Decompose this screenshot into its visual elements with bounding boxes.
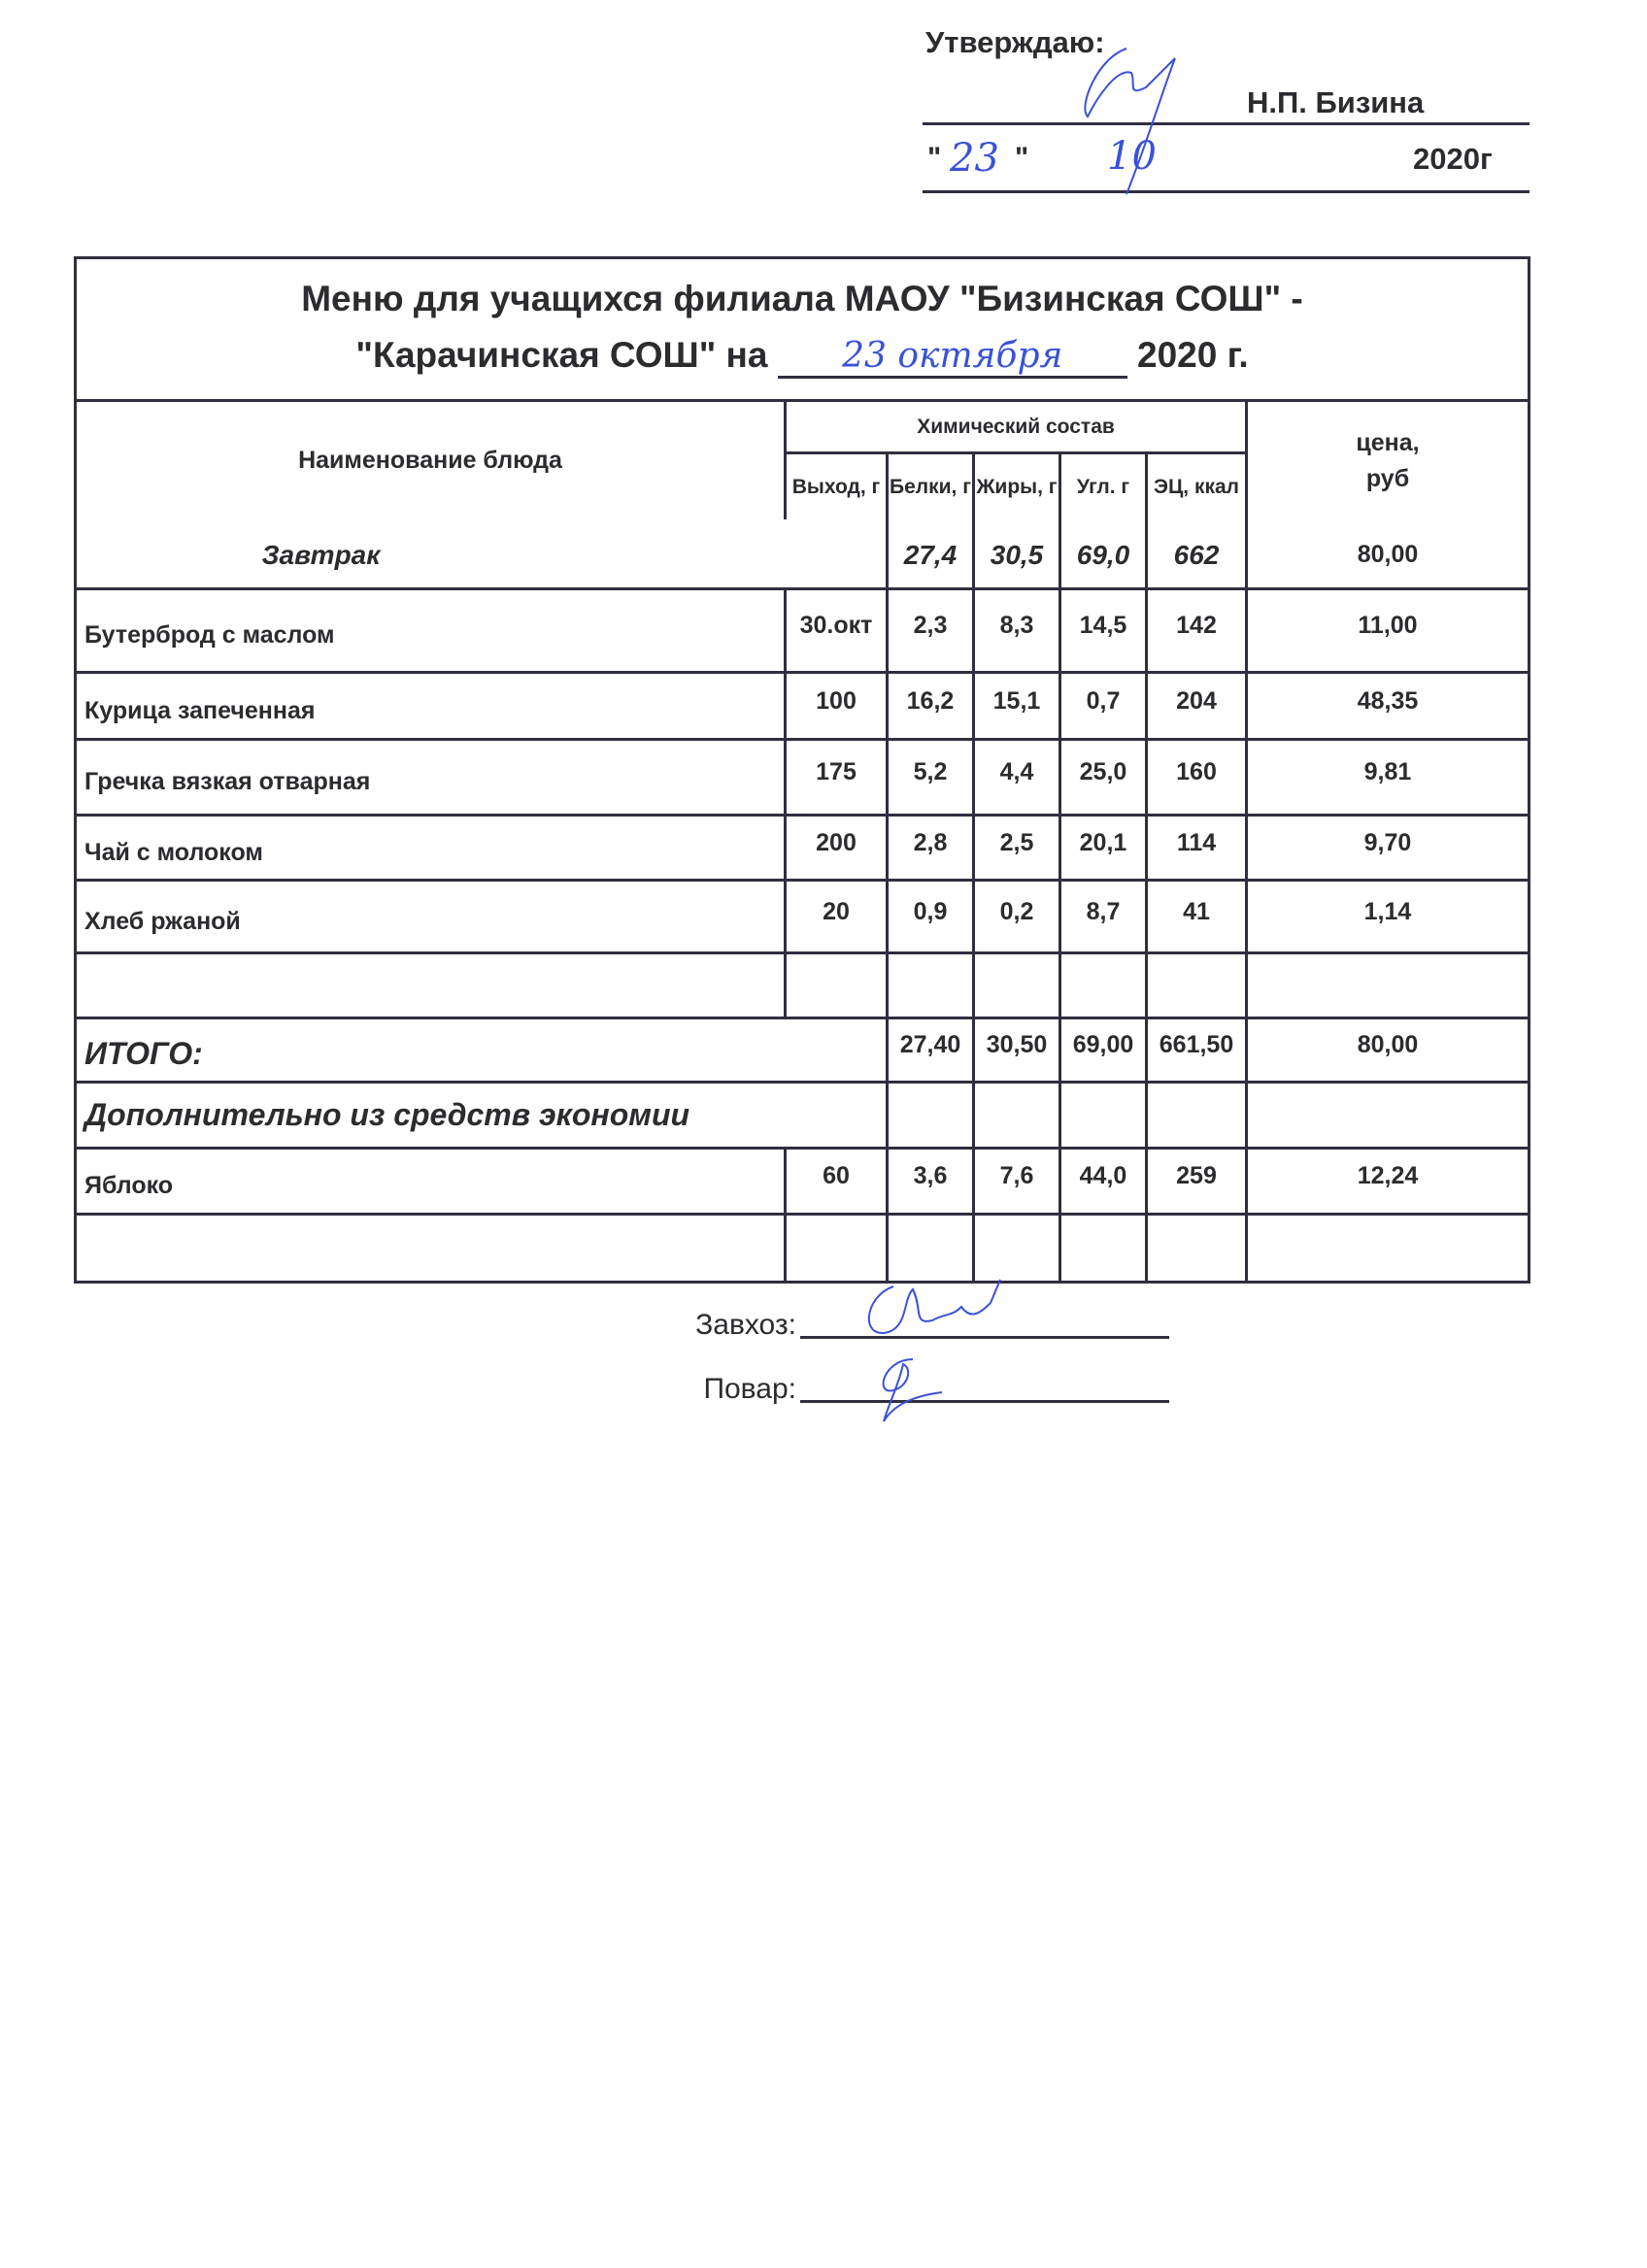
dish-carbs: 14,5 (1079, 612, 1127, 639)
approver-name: Н.П. Бизина (1247, 85, 1425, 119)
divider (77, 814, 1528, 817)
divider (1145, 587, 1148, 671)
divider (1145, 1147, 1148, 1213)
divider (886, 1081, 889, 1147)
extra-dish-name: Яблоко (84, 1172, 174, 1199)
divider (886, 1017, 889, 1081)
total-protein: 27,40 (899, 1031, 961, 1058)
breakfast-fat: 30,5 (990, 539, 1044, 570)
divider (1145, 519, 1148, 587)
dish-fat: 8,3 (999, 612, 1034, 639)
divider (77, 587, 1528, 590)
divider (1145, 1081, 1148, 1147)
cook-signature-icon (855, 1351, 1010, 1427)
divider (77, 1147, 1528, 1150)
approval-date-underline (923, 190, 1529, 193)
extra-dish-price: 12,24 (1357, 1162, 1419, 1189)
dish-carbs: 0,7 (1086, 686, 1121, 715)
divider (784, 738, 787, 814)
divider (1245, 587, 1248, 671)
divider (1145, 671, 1148, 738)
dish-name: Курица запеченная (84, 696, 316, 724)
header-yield: Выход, г (791, 475, 881, 498)
divider (886, 519, 889, 587)
header-dish: Наименование блюда (298, 447, 562, 474)
divider (1245, 1017, 1248, 1081)
breakfast-protein: 27,4 (903, 539, 958, 570)
divider (1245, 1147, 1248, 1213)
extra-dish-carbs: 44,0 (1079, 1162, 1127, 1189)
dish-yield: 100 (816, 686, 857, 715)
dish-protein: 16,2 (906, 686, 955, 715)
divider (784, 879, 787, 951)
divider (1245, 951, 1248, 1017)
dish-protein: 5,2 (913, 758, 948, 785)
extra-dish-energy: 259 (1176, 1162, 1217, 1189)
dish-name: Хлеб ржаной (84, 907, 241, 935)
dish-energy: 204 (1176, 686, 1217, 715)
dish-energy: 41 (1183, 897, 1210, 925)
breakfast-price: 80,00 (1357, 541, 1419, 568)
date-quote-close: " (1015, 142, 1029, 174)
dish-price: 1,14 (1363, 897, 1412, 925)
divider (972, 1081, 975, 1147)
divider (972, 671, 975, 738)
dish-protein: 0,9 (913, 897, 948, 925)
divider (1245, 814, 1248, 879)
divider (1145, 738, 1148, 814)
extra-dish-fat: 7,6 (999, 1162, 1034, 1189)
divider (886, 1213, 889, 1281)
approval-year: 2020г (1413, 142, 1493, 176)
breakfast-energy: 662 (1173, 539, 1220, 570)
dish-price: 11,00 (1358, 612, 1418, 639)
menu-table (74, 256, 1530, 1284)
dish-yield: 30.окт (799, 612, 873, 639)
dish-price: 9,81 (1363, 758, 1412, 785)
approval-underline (923, 122, 1529, 125)
dish-fat: 15,1 (992, 686, 1041, 715)
menu-title-line2 (77, 335, 1528, 379)
divider (1145, 814, 1148, 879)
dish-yield: 20 (823, 897, 850, 925)
divider (1245, 738, 1248, 814)
divider (1145, 879, 1148, 951)
dish-protein: 2,8 (913, 828, 948, 856)
divider (1059, 1213, 1061, 1281)
extra-dish-protein: 3,6 (913, 1162, 948, 1189)
divider (886, 879, 889, 951)
date-quote-open: " (927, 142, 942, 174)
divider (1059, 519, 1061, 587)
divider (886, 1147, 889, 1213)
dish-carbs: 8,7 (1086, 897, 1121, 925)
divider (972, 1213, 975, 1281)
menu-title-line1: Меню для учащихся филиала МАОУ "Бизинская СОШ" - (301, 279, 1303, 318)
divider (972, 1017, 975, 1081)
divider (784, 1147, 787, 1213)
divider (886, 951, 889, 1017)
divider (77, 879, 1528, 882)
menu-date-field (778, 335, 1127, 379)
divider (77, 1213, 1528, 1216)
divider (1245, 671, 1248, 738)
menu-title-suffix: 2020 г. (1137, 335, 1249, 375)
dish-name: Гречка вязкая отварная (84, 768, 371, 795)
total-carbs: 69,00 (1072, 1031, 1134, 1058)
divider (886, 738, 889, 814)
divider (784, 671, 787, 738)
divider (972, 1147, 975, 1213)
divider (77, 671, 1528, 674)
divider (972, 738, 975, 814)
divider (1245, 1081, 1248, 1147)
total-fat: 30,50 (986, 1031, 1048, 1058)
divider (972, 879, 975, 951)
divider (1245, 879, 1248, 951)
breakfast-carbs: 69,0 (1076, 539, 1130, 570)
header-chem: Химический состав (917, 415, 1115, 438)
divider (1059, 587, 1061, 671)
divider (77, 738, 1528, 741)
divider (1059, 951, 1061, 1017)
divider (886, 587, 889, 671)
dish-name: Бутерброд с маслом (84, 621, 335, 649)
extra-section-label: Дополнительно из средств экономии (84, 1097, 690, 1132)
divider (1059, 1081, 1061, 1147)
divider (886, 671, 889, 738)
divider (1059, 1017, 1061, 1081)
total-price: 80,00 (1357, 1031, 1419, 1058)
divider (1059, 1147, 1061, 1213)
divider (1145, 1213, 1148, 1281)
divider (784, 1213, 787, 1281)
divider (972, 587, 975, 671)
dish-name: Чай с молоком (84, 838, 263, 866)
dish-price: 9,70 (1363, 828, 1412, 856)
divider (77, 951, 1528, 954)
dish-fat: 0,2 (999, 897, 1034, 925)
divider (1059, 671, 1061, 738)
header-protein: Белки, г (890, 475, 971, 498)
divider (1059, 738, 1061, 814)
extra-dish-yield: 60 (823, 1162, 850, 1189)
divider (784, 587, 787, 671)
total-energy: 661,50 (1159, 1031, 1234, 1058)
dish-price: 48,35 (1357, 686, 1419, 715)
divider (1059, 879, 1061, 951)
cook-label: Повар: (703, 1373, 796, 1405)
dish-fat: 2,5 (999, 828, 1034, 856)
dish-fat: 4,4 (999, 758, 1034, 785)
header-energy: ЭЦ, ккал (1154, 475, 1239, 498)
supply-manager-label: Завхоз: (695, 1309, 796, 1341)
dish-energy: 114 (1176, 828, 1217, 856)
divider (1145, 1017, 1148, 1081)
divider (77, 1017, 1528, 1019)
breakfast-label: Завтрак (261, 539, 381, 570)
dish-carbs: 25,0 (1079, 758, 1127, 785)
header-fat: Жиры, г (976, 475, 1058, 498)
header-carbs: Угл. г (1076, 475, 1130, 498)
approval-month-handwritten: 10 (1107, 134, 1157, 179)
divider (784, 951, 787, 1017)
menu-date-handwritten: 23 октября (842, 336, 1063, 376)
dish-carbs: 20,1 (1079, 828, 1127, 856)
header-price: цена, руб (1356, 429, 1420, 492)
supply-manager-signature-icon (855, 1272, 1068, 1350)
divider (1245, 1213, 1248, 1281)
divider (886, 814, 889, 879)
approval-day-handwritten: 23 (950, 136, 999, 181)
divider (784, 814, 787, 879)
divider (1059, 814, 1061, 879)
dish-yield: 200 (816, 828, 857, 856)
dish-energy: 142 (1176, 612, 1217, 639)
dish-yield: 175 (816, 758, 857, 785)
menu-title-prefix: "Карачинская СОШ" на (355, 335, 768, 375)
divider (77, 1081, 1528, 1084)
divider (1245, 519, 1248, 587)
dish-protein: 2,3 (913, 612, 948, 639)
divider (972, 814, 975, 879)
divider (972, 519, 975, 587)
divider (972, 951, 975, 1017)
director-signature-icon (1059, 39, 1214, 204)
total-label: ИТОГО: (84, 1036, 203, 1071)
divider (1145, 951, 1148, 1017)
approval-title: Утверждаю: (925, 25, 1105, 59)
dish-energy: 160 (1176, 758, 1217, 785)
